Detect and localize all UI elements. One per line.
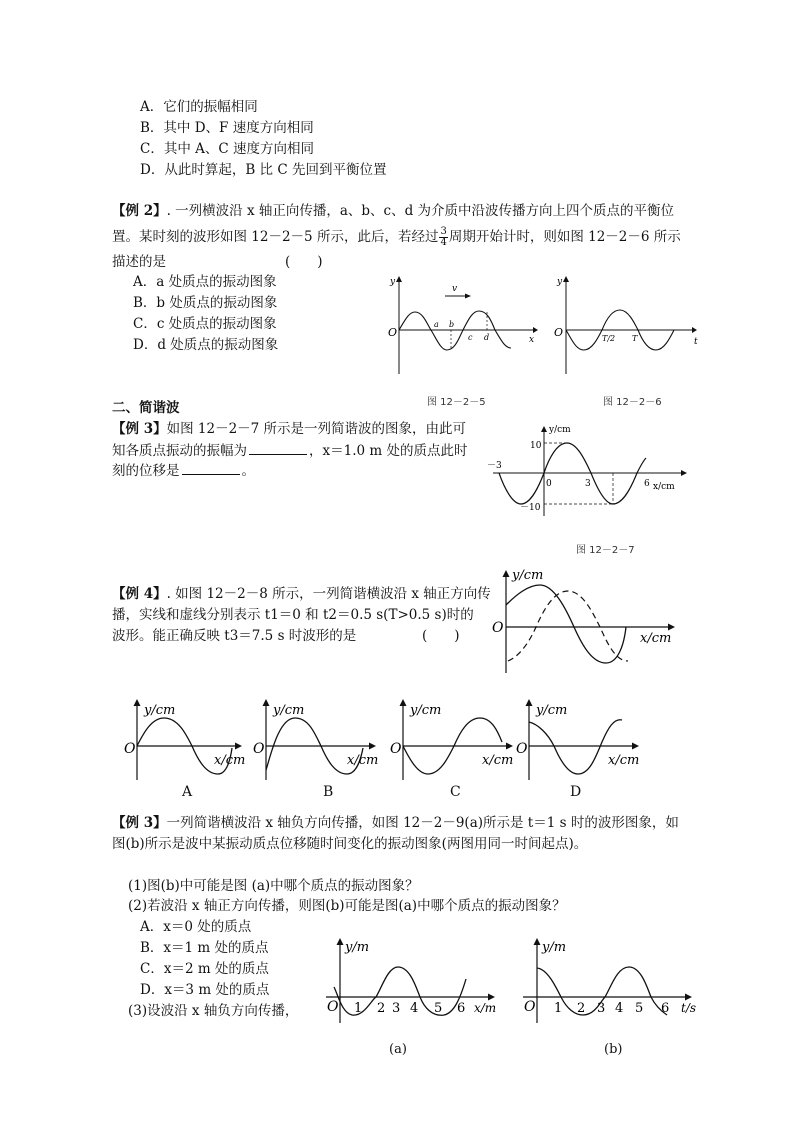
ex2-option-c: C．c 处质点的振动图象 bbox=[133, 316, 277, 332]
fraction bbox=[439, 227, 447, 248]
ex5-option-c: C．x＝2 m 处的质点 bbox=[140, 961, 269, 977]
fig7-xlabel: x/cm bbox=[653, 482, 675, 492]
fig7-caption: 图 12－2－7 bbox=[576, 545, 635, 556]
figb-tick-6: 6 bbox=[661, 1001, 670, 1016]
fig-12-2-9a bbox=[320, 935, 510, 1025]
choice-c-o: O bbox=[390, 741, 402, 757]
ex4-line1-text: . 如图 12－2－8 所示，一列简谐横波沿 x 轴正方向传 bbox=[166, 586, 491, 602]
ex5-option-b: B．x＝1 m 处的质点 bbox=[140, 940, 269, 956]
ex4-line1 bbox=[112, 584, 491, 604]
fig5-d: d bbox=[484, 333, 490, 342]
choice-c-ylabel: y/cm bbox=[410, 703, 442, 718]
option-d: D．从此时算起，B 比 C 先回到平衡位置 bbox=[140, 162, 387, 178]
choice-a-ylabel: y/cm bbox=[144, 703, 176, 718]
choice-d-xlabel: x/cm bbox=[608, 753, 640, 768]
ex2-line3: 描述的是 bbox=[112, 254, 166, 270]
figa-tick-6: 6 bbox=[457, 1001, 466, 1016]
ex5-q2: (2)若波沿 x 轴正方向传播，则图(b)可能是图(a)中哪个质点的振动图象？ bbox=[128, 898, 566, 914]
choice-d-ylabel: y/cm bbox=[536, 703, 568, 718]
ex2-line1-text: . 一列横波沿 x 轴正向传播，a、b、c、d 为介质中沿波传播方向上四个质点的平衡位 bbox=[166, 203, 675, 219]
figb-caption: (b) bbox=[604, 1042, 623, 1057]
fig7-x6: 6 bbox=[644, 479, 650, 489]
ex2-line2b: 周期开始计时，则如图 12－2－6 所示 bbox=[448, 229, 681, 245]
ex4-tag: 【例 4】 bbox=[112, 586, 167, 602]
fig7-ylabel: y/cm bbox=[549, 425, 571, 435]
fig5-y: y bbox=[390, 277, 396, 287]
ex5-line1 bbox=[112, 813, 679, 833]
figb-xlabel: t/s bbox=[681, 1001, 697, 1015]
ex5-tag: 【例 3】 bbox=[112, 815, 167, 831]
ex3-line2b: ，x＝1.0 m 处的质点此时 bbox=[309, 443, 468, 459]
option-a: A．它们的振幅相同 bbox=[140, 99, 258, 115]
fig5-o: O bbox=[388, 326, 398, 339]
ex2-line1 bbox=[112, 201, 674, 221]
figa-tick-3: 3 bbox=[392, 1001, 401, 1016]
ex4-line2: 播，实线和虚线分别表示 t1＝0 和 t2＝0.5 s(T>0.5 s)时的 bbox=[112, 607, 474, 623]
choice-c-letter[interactable]: C bbox=[450, 784, 461, 800]
option-b: B．其中 D、F 速度方向相同 bbox=[140, 120, 314, 136]
ex5-q3: (3)设波沿 x 轴负方向传播， bbox=[128, 1003, 299, 1019]
fig6-t2: T/2 bbox=[602, 334, 616, 343]
ex2-tag: 【例 2】 bbox=[112, 203, 167, 219]
figa-xlabel: x/m bbox=[474, 1001, 497, 1015]
fig6-y: y bbox=[557, 277, 563, 287]
fig5-x: x bbox=[529, 335, 535, 345]
fig7-xneg3: －3 bbox=[487, 461, 502, 471]
ex2-line2a: 置。某时刻的波形如图 12－2－5 所示，此后，若经过 bbox=[112, 229, 439, 245]
choice-a-o: O bbox=[124, 741, 136, 757]
ex2-option-a: A．a 处质点的振动图象 bbox=[133, 274, 277, 290]
fig5-a: a bbox=[434, 320, 439, 329]
blank-displacement[interactable] bbox=[182, 462, 240, 475]
figb-tick-5: 5 bbox=[635, 1001, 644, 1016]
ex2-option-d: D．d 处质点的振动图象 bbox=[133, 337, 279, 353]
choice-b-o: O bbox=[253, 741, 265, 757]
fig5-caption: 图 12－2－5 bbox=[427, 397, 486, 408]
fig6-caption: 图 12－2－6 bbox=[603, 397, 662, 408]
figa-tick-4: 4 bbox=[410, 1001, 419, 1016]
ex2-line2 bbox=[112, 227, 681, 248]
fig6-t: t bbox=[694, 337, 698, 347]
fig8-o: O bbox=[492, 620, 504, 636]
figa-tick-2: 2 bbox=[377, 1001, 386, 1016]
choice-b-letter[interactable]: B bbox=[323, 784, 334, 800]
choice-b-graph bbox=[251, 698, 381, 780]
ex3-line2a: 知各质点振动的振幅为 bbox=[112, 443, 247, 459]
fig5-v: v bbox=[452, 284, 458, 294]
figa-caption: (a) bbox=[389, 1042, 407, 1057]
figa-tick-1: 1 bbox=[354, 1001, 363, 1016]
choice-a-graph bbox=[122, 698, 246, 780]
choice-d-graph bbox=[514, 698, 654, 780]
figb-tick-4: 4 bbox=[615, 1001, 624, 1016]
fig-12-2-9b bbox=[517, 935, 707, 1025]
ex3-line1 bbox=[112, 419, 466, 439]
fig5-b: b bbox=[449, 320, 455, 329]
ex3-line3 bbox=[112, 461, 255, 481]
ex2-option-b: B．b 处质点的振动图象 bbox=[133, 295, 278, 311]
fig6-T: T bbox=[632, 334, 638, 343]
ex5-line2: 图(b)所示是波中某振动质点位移随时间变化的振动图象(两图用同一时间起点)。 bbox=[112, 836, 588, 852]
ex5-q1: (1)图(b)中可能是图 (a)中哪个质点的振动图象？ bbox=[128, 878, 419, 894]
choice-c-xlabel: x/cm bbox=[482, 753, 514, 768]
fig-12-2-6 bbox=[548, 270, 708, 380]
ex3-line2 bbox=[112, 441, 467, 461]
figb-ylabel: y/m bbox=[542, 940, 567, 955]
fig5-c: c bbox=[468, 333, 473, 342]
fig7-x3: 3 bbox=[585, 479, 591, 489]
blank-amplitude[interactable] bbox=[249, 442, 307, 455]
fig6-o: O bbox=[554, 326, 564, 339]
fig-12-2-5 bbox=[385, 270, 545, 380]
figa-o: O bbox=[327, 999, 339, 1015]
choice-c-graph bbox=[388, 698, 518, 780]
ex3-line3a: 刻的位移是 bbox=[112, 463, 180, 479]
ex3-line1-text: 如图 12－2－7 所示是一列简谐波的图象，由此可 bbox=[166, 421, 467, 437]
choice-a-xlabel: x/cm bbox=[214, 753, 246, 768]
figb-tick-1: 1 bbox=[554, 1001, 563, 1016]
figa-tick-5: 5 bbox=[434, 1001, 443, 1016]
ex4-answer-paren: ( ) bbox=[422, 628, 460, 644]
ex3-tag: 【例 3】 bbox=[112, 421, 167, 437]
frac-num: 3 bbox=[440, 226, 447, 237]
ex5-option-a: A．x＝0 处的质点 bbox=[140, 919, 252, 935]
ex3-line3b: 。 bbox=[241, 463, 255, 479]
choice-b-ylabel: y/cm bbox=[273, 703, 305, 718]
fig8-xlabel: x/cm bbox=[640, 631, 672, 646]
fig7-yneg10: －10 bbox=[520, 503, 541, 513]
ex5-option-d: D．x＝3 m 处的质点 bbox=[140, 982, 270, 998]
fig-12-2-7 bbox=[483, 420, 693, 520]
figb-o: O bbox=[524, 999, 536, 1015]
ex2-answer-paren: ( ) bbox=[285, 254, 323, 270]
fig-12-2-8 bbox=[488, 565, 688, 675]
fig7-y10: 10 bbox=[530, 441, 542, 451]
fig8-ylabel: y/cm bbox=[512, 568, 544, 583]
choice-d-o: O bbox=[516, 741, 528, 757]
figb-tick-2: 2 bbox=[577, 1001, 586, 1016]
option-c: C．其中 A、C 速度方向相同 bbox=[140, 141, 314, 157]
figb-tick-3: 3 bbox=[597, 1001, 606, 1016]
choice-b-xlabel: x/cm bbox=[347, 753, 379, 768]
section-title: 二、简谐波 bbox=[112, 400, 180, 416]
frac-den: 4 bbox=[440, 237, 447, 248]
fig7-x0: 0 bbox=[546, 479, 552, 489]
ex5-line1-text: 一列简谐横波沿 x 轴负方向传播，如图 12－2－9(a)所示是 t＝1 s 时的波形图象，如 bbox=[166, 815, 679, 831]
choice-a-letter[interactable]: A bbox=[182, 784, 193, 800]
ex4-line3: 波形。能正确反映 t3＝7.5 s 时波形的是 bbox=[112, 628, 357, 644]
choice-d-letter[interactable]: D bbox=[570, 784, 582, 800]
figa-ylabel: y/m bbox=[345, 940, 370, 955]
